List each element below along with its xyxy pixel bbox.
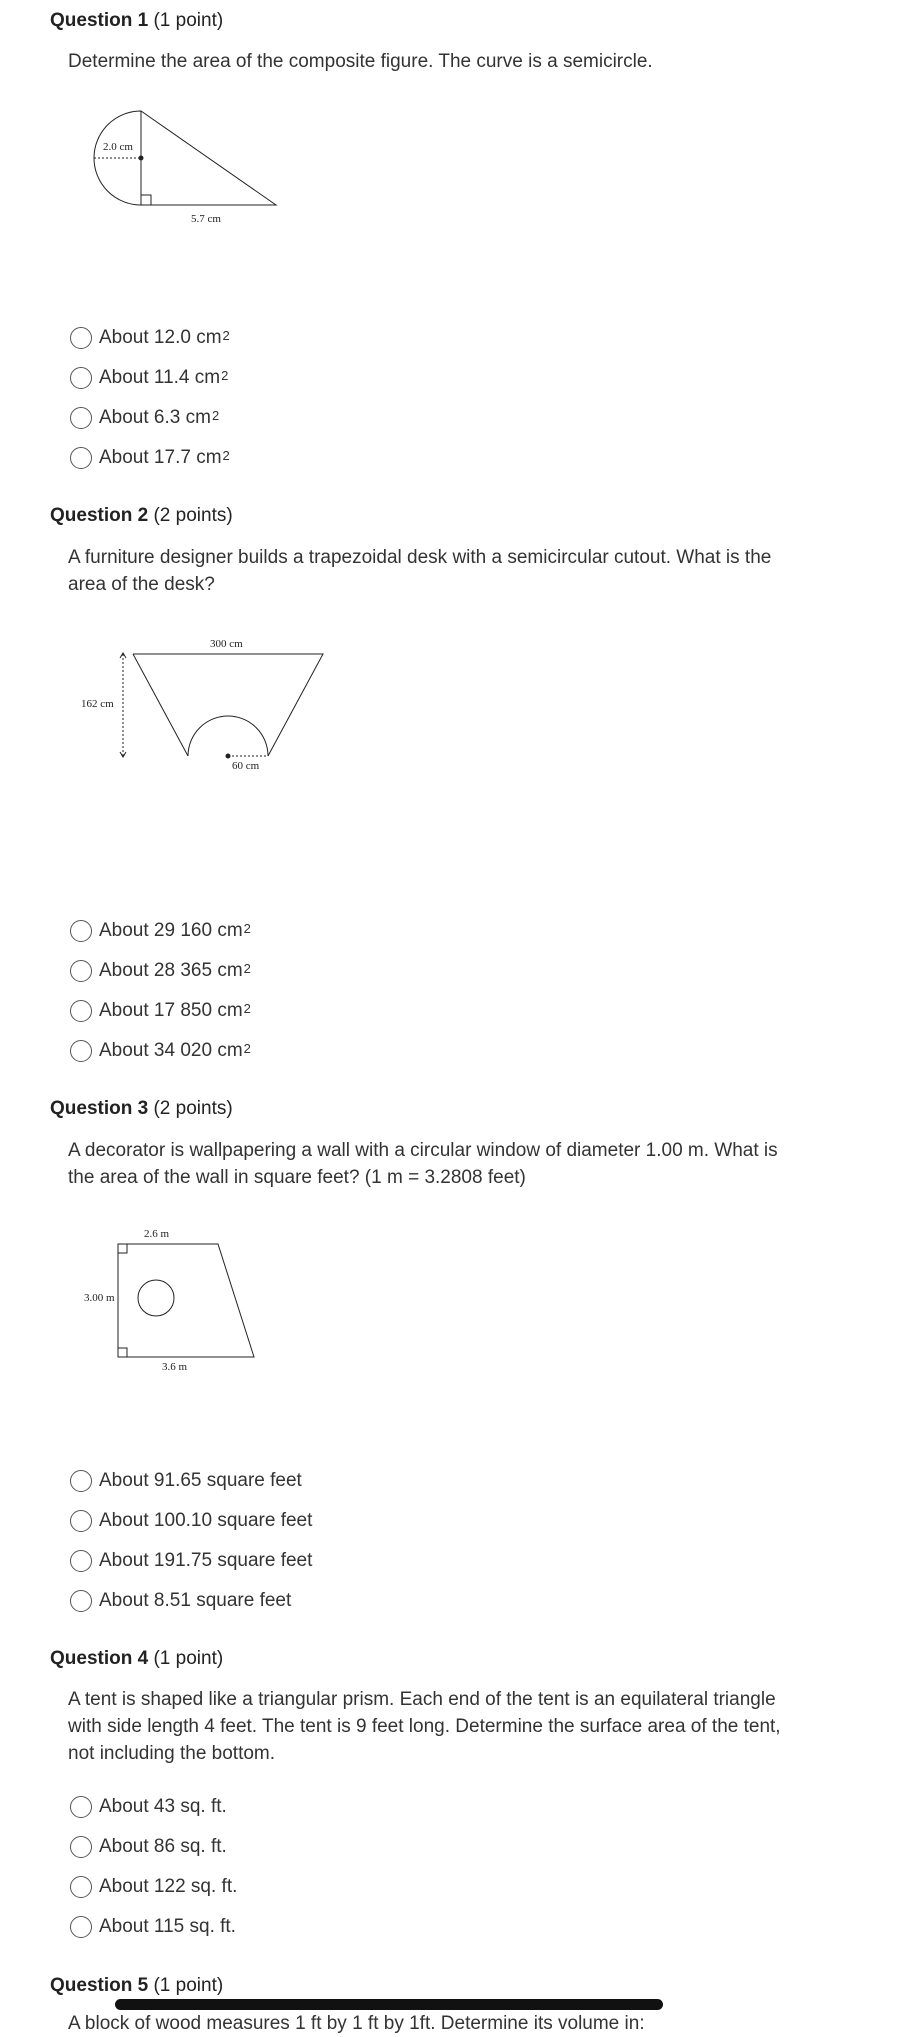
question-number: Question 3 bbox=[50, 1098, 149, 1119]
option-text: About 115 sq. ft. bbox=[99, 1916, 236, 1937]
question-4-header bbox=[50, 1648, 223, 1670]
radio-button[interactable] bbox=[70, 1916, 92, 1938]
label-height: 162 cm bbox=[81, 698, 114, 710]
q4-option-4[interactable] bbox=[70, 1914, 236, 1940]
q2-option-4[interactable] bbox=[70, 1038, 251, 1064]
question-number: Question 1 bbox=[50, 10, 149, 31]
question-points: (1 point) bbox=[153, 1975, 224, 1996]
radio-button[interactable] bbox=[70, 1876, 92, 1898]
question-1-figure bbox=[68, 105, 298, 230]
option-superscript: 2 bbox=[243, 920, 251, 936]
radio-button[interactable] bbox=[70, 1470, 92, 1492]
option-superscript: 2 bbox=[222, 447, 230, 463]
label-radius: 2.0 cm bbox=[103, 141, 133, 153]
radio-button[interactable] bbox=[70, 367, 92, 389]
question-points: (2 points) bbox=[153, 1098, 233, 1119]
question-2-header bbox=[50, 505, 233, 527]
option-text: About 122 sq. ft. bbox=[99, 1876, 238, 1897]
option-text: About 29 160 cm bbox=[99, 920, 243, 941]
option-text: About 100.10 square feet bbox=[99, 1510, 313, 1531]
label-height: 3.00 m bbox=[84, 1292, 115, 1304]
question-points: (1 point) bbox=[153, 10, 224, 31]
option-text: About 11.4 cm bbox=[99, 367, 221, 388]
radio-button[interactable] bbox=[70, 447, 92, 469]
q3-option-4[interactable] bbox=[70, 1588, 291, 1614]
option-text: About 6.3 cm bbox=[99, 407, 211, 428]
q3-option-2[interactable] bbox=[70, 1508, 312, 1534]
question-4-text: A tent is shaped like a triangular prism. Each end of the tent is an equilateral triangle with side length 4 feet. The tent is 9 feet long. Determine the surface area of the tent, not including the bottom. bbox=[68, 1689, 781, 1764]
question-5-text: A block of wood measures 1 ft by 1 ft by 1ft. Determine its volume in: bbox=[68, 2013, 645, 2034]
q2-option-3[interactable] bbox=[70, 998, 251, 1024]
right-angle-mark-top bbox=[118, 1244, 127, 1253]
option-superscript: 2 bbox=[221, 367, 229, 383]
option-text: About 91.65 square feet bbox=[99, 1470, 302, 1491]
option-superscript: 2 bbox=[222, 327, 230, 343]
option-text: About 17.7 cm bbox=[99, 447, 222, 468]
radio-button[interactable] bbox=[70, 1510, 92, 1532]
right-angle-mark bbox=[141, 195, 151, 205]
option-superscript: 2 bbox=[243, 1000, 251, 1016]
question-points: (1 point) bbox=[153, 1648, 224, 1669]
label-top: 300 cm bbox=[210, 638, 243, 650]
question-1-text: Determine the area of the composite figure. The curve is a semicircle. bbox=[68, 51, 653, 72]
question-3-header bbox=[50, 1098, 233, 1120]
radio-button[interactable] bbox=[70, 407, 92, 429]
question-number: Question 5 bbox=[50, 1975, 149, 1996]
label-top: 2.6 m bbox=[144, 1228, 170, 1240]
center-point bbox=[139, 156, 144, 161]
q2-option-2[interactable] bbox=[70, 958, 251, 984]
option-text: About 17 850 cm bbox=[99, 1000, 243, 1021]
radio-button[interactable] bbox=[70, 960, 92, 982]
q4-option-1[interactable] bbox=[70, 1794, 227, 1820]
option-text: About 8.51 square feet bbox=[99, 1590, 292, 1611]
option-superscript: 2 bbox=[243, 960, 251, 976]
option-text: About 43 sq. ft. bbox=[99, 1796, 227, 1817]
label-bottom: 3.6 m bbox=[162, 1361, 188, 1372]
radio-button[interactable] bbox=[70, 1590, 92, 1612]
question-1-header bbox=[50, 10, 223, 32]
trapezoid-left-side bbox=[133, 654, 188, 756]
triangle-shape bbox=[141, 111, 276, 205]
question-number: Question 4 bbox=[50, 1648, 149, 1669]
question-2-text: A furniture designer builds a trapezoidal desk with a semicircular cutout. What is the area of the desk? bbox=[68, 547, 772, 595]
option-text: About 12.0 cm bbox=[99, 327, 222, 348]
right-angle-mark-bottom bbox=[118, 1348, 127, 1357]
q4-option-3[interactable] bbox=[70, 1874, 237, 1900]
option-superscript: 2 bbox=[211, 407, 220, 423]
radio-button[interactable] bbox=[70, 1550, 92, 1572]
q2-option-1[interactable] bbox=[70, 918, 251, 944]
label-radius: 60 cm bbox=[232, 760, 260, 772]
horizontal-scrollbar-thumb[interactable] bbox=[115, 1999, 663, 2010]
radio-button[interactable] bbox=[70, 1040, 92, 1062]
question-3-text: A decorator is wallpapering a wall with a circular window of diameter 1.00 m. What is the area of the wall in square feet? (1 m = 3.2808 feet) bbox=[68, 1140, 778, 1188]
option-text: About 28 365 cm bbox=[99, 960, 243, 981]
label-base: 5.7 cm bbox=[191, 213, 221, 225]
q1-option-1[interactable] bbox=[70, 325, 230, 351]
q1-option-2[interactable] bbox=[70, 365, 228, 391]
q3-option-1[interactable] bbox=[70, 1468, 302, 1494]
question-points: (2 points) bbox=[153, 505, 233, 526]
trapezoid-shape bbox=[133, 654, 323, 756]
option-text: About 191.75 square feet bbox=[99, 1550, 313, 1571]
option-text: About 34 020 cm bbox=[99, 1040, 243, 1061]
question-5-header bbox=[50, 1975, 223, 1997]
q1-option-4[interactable] bbox=[70, 445, 230, 471]
q3-option-3[interactable] bbox=[70, 1548, 312, 1574]
radio-button[interactable] bbox=[70, 327, 92, 349]
radio-button[interactable] bbox=[70, 1836, 92, 1858]
q4-option-2[interactable] bbox=[70, 1834, 227, 1860]
circular-window bbox=[138, 1280, 174, 1316]
radio-button[interactable] bbox=[70, 1796, 92, 1818]
radio-button[interactable] bbox=[70, 1000, 92, 1022]
radio-button[interactable] bbox=[70, 920, 92, 942]
option-text: About 86 sq. ft. bbox=[99, 1836, 227, 1857]
question-2-figure bbox=[68, 632, 338, 777]
semicircle-cutout bbox=[188, 716, 268, 756]
q1-option-3[interactable] bbox=[70, 405, 219, 431]
option-superscript: 2 bbox=[243, 1040, 251, 1056]
semicircle-shape bbox=[94, 111, 141, 205]
question-3-figure bbox=[68, 1222, 268, 1372]
question-number: Question 2 bbox=[50, 505, 149, 526]
